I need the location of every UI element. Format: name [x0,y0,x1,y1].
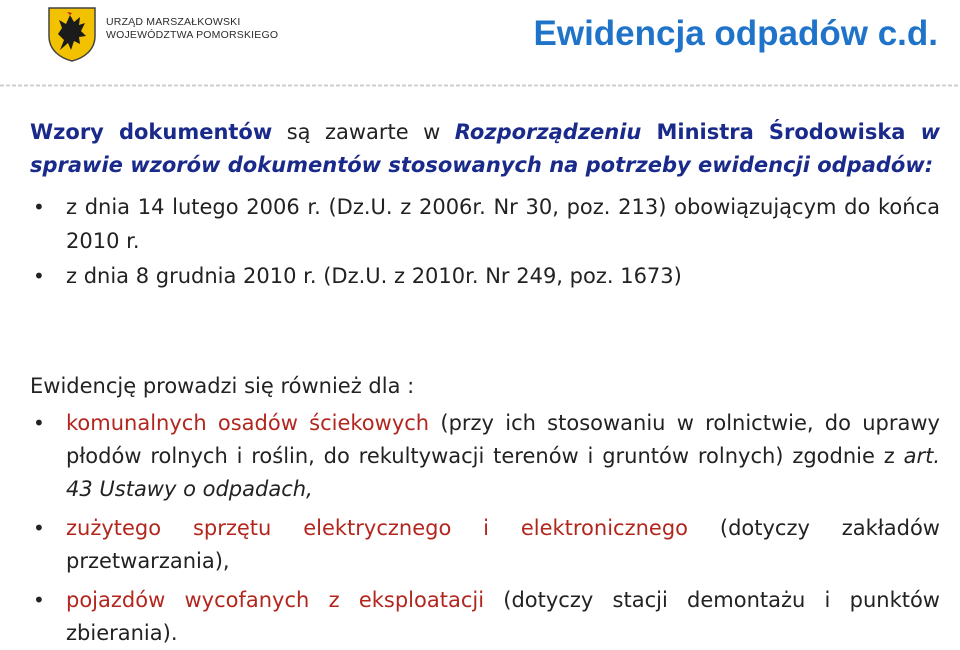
item-weee-details: (dotyczy zakładów przetwarzania), [66,516,940,573]
intro-normal: są zawarte w [272,120,455,144]
item-sewage-sludge-details: (przy ich stosowaniu w rolnictwie, do uprawy płodów rolnych i roślin, do rekultywacji terenów i gruntów rolnych) zgodnie z [66,411,940,468]
intro-italic-bold: Rozporządzeniu [454,120,642,144]
list-item [30,407,940,506]
intro-bold-2: Ministra Środowiska [641,120,906,144]
regulation-list [30,190,940,293]
bullet-icon: • [33,195,45,219]
item-end-of-life-vehicles: pojazdów wycofanych z eksploatacji [66,588,485,612]
bullet-icon: • [33,516,45,540]
item-sewage-sludge-law: art. 43 Ustawy o odpadach, [66,444,940,501]
header-divider [0,84,960,87]
list-item [30,190,940,258]
griffin-coat-of-arms-icon [46,6,98,62]
intro-italic: w sprawie wzorów dokumentów stosowanych na potrzeby ewidencji odpadów: [30,120,940,177]
templates-intro [30,116,940,182]
logo-line-1: URZĄD MARSZAŁKOWSKI [106,16,241,28]
bullet-icon: • [33,588,45,612]
list-item [30,259,940,293]
waste-types-list [30,407,940,650]
logo-text [106,16,278,42]
regulation-2010: z dnia 8 grudnia 2010 r. (Dz.U. z 2010r. Nr 249, poz. 1673) [66,264,682,288]
bullet-icon: • [33,411,45,435]
bullet-icon: • [33,264,45,288]
page-title: Ewidencja odpadów c.d. [533,14,938,53]
section-templates [30,116,940,293]
list-item [30,512,940,578]
logo-line-2: WOJEWÓDZTWA POMORSKIEGO [106,29,279,41]
list-item [30,584,940,650]
logo [46,6,279,62]
item-end-of-life-vehicles-details: (dotyczy stacji demontażu i punktów zbierania). [66,588,940,645]
section-also [30,370,940,650]
item-weee: zużytego sprzętu elektrycznego i elektronicznego [66,516,689,540]
item-sewage-sludge: komunalnych osadów ściekowych [66,411,430,435]
intro-bold: Wzory dokumentów [30,120,273,144]
regulation-2006: z dnia 14 lutego 2006 r. (Dz.U. z 2006r. Nr 30, poz. 213) obowiązującym do końca 2010 r. [66,195,940,253]
also-intro: Ewidencję prowadzi się również dla : [30,374,415,398]
